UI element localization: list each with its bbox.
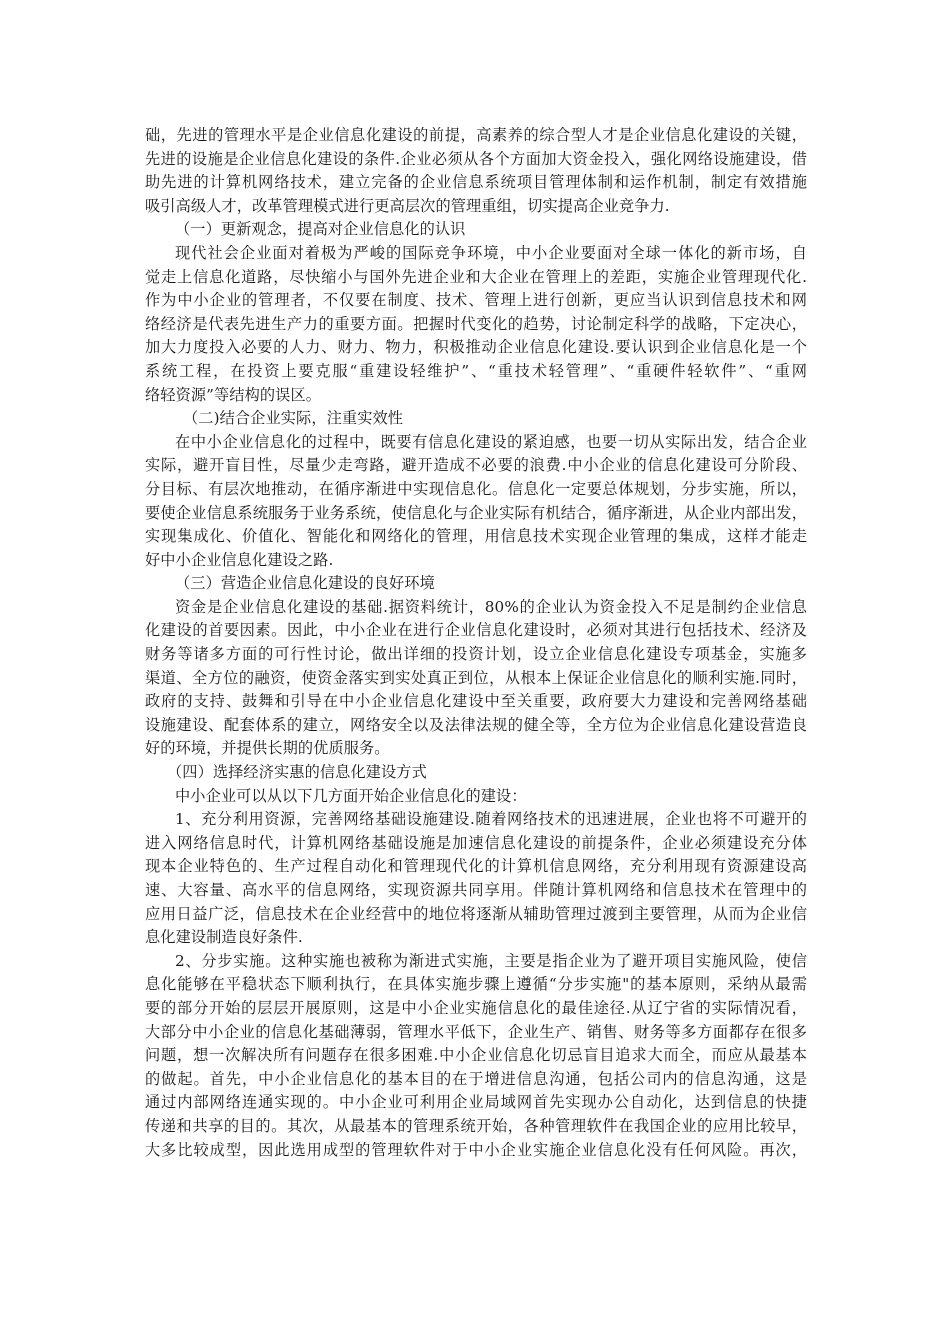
- text-line: 息化建设制造良好条件.: [145, 928, 303, 947]
- text-line: 好中小企业信息化建设之路.: [145, 550, 334, 569]
- paragraph-first-line: 2、分步实施。这种实施也被称为渐进式实施，主要是指企业为了避开项目实施风险，使信: [175, 951, 807, 970]
- text-line: 先进的设施是企业信息化建设的条件.企业必须从各个方面加大资金投入，强化网络设施建设，借: [145, 149, 807, 168]
- section-heading: （二)结合企业实际，注重实效性: [183, 409, 404, 428]
- section-heading: （一）更新观念，提高对企业信息化的认识: [175, 220, 466, 239]
- text-line: 大多比较成型，因此选用成型的管理软件对于中小企业实施企业信息化没有任何风险。再次，: [145, 1140, 807, 1159]
- paragraph-first-line: 资金是企业信息化建设的基础.据资料统计，80%的企业认为资金投入不足是制约企业信息: [175, 597, 807, 616]
- text-line: 实际，避开盲目性，尽量少走弯路，避开造成不必要的浪费.中小企业的信息化建设可分阶段、: [145, 456, 807, 475]
- text-line: 化建设的首要因素。因此，中小企业在进行企业信息化建设时，必须对其进行包括技术、经济及: [145, 621, 807, 640]
- text-line: 政府的支持、鼓舞和引导在中小企业信息化建设中至关重要，政府要大力建设和完善网络基础: [145, 692, 807, 711]
- text-line: 作为中小企业的管理者，不仅要在制度、技术、管理上进行创新，更应当认识到信息技术和网: [145, 291, 807, 310]
- text-line: 要的部分开始的层层开展原则，这是中小企业实施信息化的最佳途径.从辽宁省的实际情况看，: [145, 998, 807, 1017]
- text-line: 分目标、有层次地推动，在循序渐进中实现信息化。信息化一定要总体规划，分步实施，所以，: [145, 479, 807, 498]
- text-line: 财务等诸多方面的可行性讨论，做出详细的投资计划，设立企业信息化建设专项基金，实施多: [145, 645, 807, 664]
- paragraph-first-line: 现代社会企业面对着极为严峻的国际竞争环境，中小企业要面对全球一体化的新市场，自: [175, 243, 807, 262]
- text-line: 系统工程，在投资上要克服“重建设轻维护”、“重技术轻管理”、“重硬件轻软件”、“重网: [145, 361, 807, 380]
- text-line: 应用日益广泛，信息技术在企业经营中的地位将逐渐从辅助管理过渡到主要管理，从而为企业信: [145, 904, 807, 923]
- text-line: 大部分中小企业的信息化基础薄弱，管理水平低下，企业生产、销售、财务等多方面都存在很多: [145, 1022, 807, 1041]
- section-heading: （三）营造企业信息化建设的良好环境: [175, 574, 435, 593]
- text-line: 要使企业信息系统服务于业务系统，使信息化与企业实际有机结合，循序渐进，从企业内部出发，: [145, 503, 807, 522]
- paragraph-first-line: 1、充分利用资源，完善网络基础设施建设.随着网络技术的迅速进展，企业也将不可避开的: [175, 810, 807, 829]
- text-line: 息化能够在平稳状态下顺利执行，在具体实施步骤上遵循“分步实施"的基本原则，采纳从最需: [145, 975, 807, 994]
- text-line: 速、大容量、高水平的信息网络，实现资源共同享用。伴随计算机网络和信息技术在管理中的: [145, 881, 807, 899]
- text-line: 础，先进的管理水平是企业信息化建设的前提，高素养的综合型人才是企业信息化建设的关键，: [145, 126, 807, 144]
- text-line: 现本企业特色的、生产过程自动化和管理现代化的计算机信息网络，充分利用现有资源建设高: [145, 857, 807, 876]
- text-line: 进入网络信息时代，计算机网络基础设施是加速信息化建设的前提条件，企业必须建设充分体: [145, 833, 807, 852]
- text-line: 助先进的计算机网络技术，建立完备的企业信息系统项目管理体制和运作机制，制定有效措施: [145, 173, 807, 192]
- text-line: 的做起。首先，中小企业信息化的基本目的在于增进信息沟通，包括公司内的信息沟通，这是: [145, 1069, 807, 1088]
- text-line: 设施建设、配套体系的建立，网络安全以及法律法规的健全等，全方位为企业信息化建设营造良: [145, 715, 807, 734]
- text-line: 络经济是代表先进生产力的重要方面。把握时代变化的趋势，讨论制定科学的战略，下定决心，: [145, 314, 807, 333]
- text-line: 通过内部网络连通实现的。中小企业可利用企业局域网首先实现办公自动化，达到信息的快捷: [145, 1093, 807, 1112]
- document-body: [145, 124, 807, 1162]
- text-line: 觉走上信息化道路，尽快缩小与国外先进企业和大企业在管理上的差距，实施企业管理现代化.: [145, 267, 807, 286]
- paragraph-first-line: 中小企业可以从以下几方面开始企业信息化的建设：: [175, 786, 527, 805]
- text-line: 加大力度投入必要的人力、财力、物力，积极推动企业信息化建设.要认识到企业信息化是一个: [145, 338, 807, 357]
- text-line: 问题，想一次解决所有问题存在很多困难.中小企业信息化切忌盲目追求大而全，而应从最基本: [145, 1046, 807, 1065]
- text-line: 传递和共享的目的。其次，从最基本的管理系统开始，各种管理软件在我国企业的应用比较早，: [145, 1116, 807, 1135]
- text-line: 实现集成化、价值化、智能化和网络化的管理，用信息技术实现企业管理的集成，这样才能走: [145, 527, 807, 546]
- section-heading: （四）选择经济实惠的信息化建设方式: [167, 763, 427, 782]
- text-line: 络轻资源”等结构的误区。: [145, 385, 322, 404]
- text-line: 渠道、全方位的融资，使资金落实到实处真正到位，从根本上保证企业信息化的顺利实施.同时，: [145, 668, 807, 687]
- text-line: 吸引高级人才，改革管理模式进行更高层次的管理重组，切实提高企业竞争力.: [145, 196, 670, 215]
- text-line: 好的环境，并提供长期的优质服务。: [145, 739, 390, 758]
- paragraph-first-line: 在中小企业信息化的过程中，既要有信息化建设的紧迫感，也要一切从实际出发，结合企业: [175, 432, 807, 451]
